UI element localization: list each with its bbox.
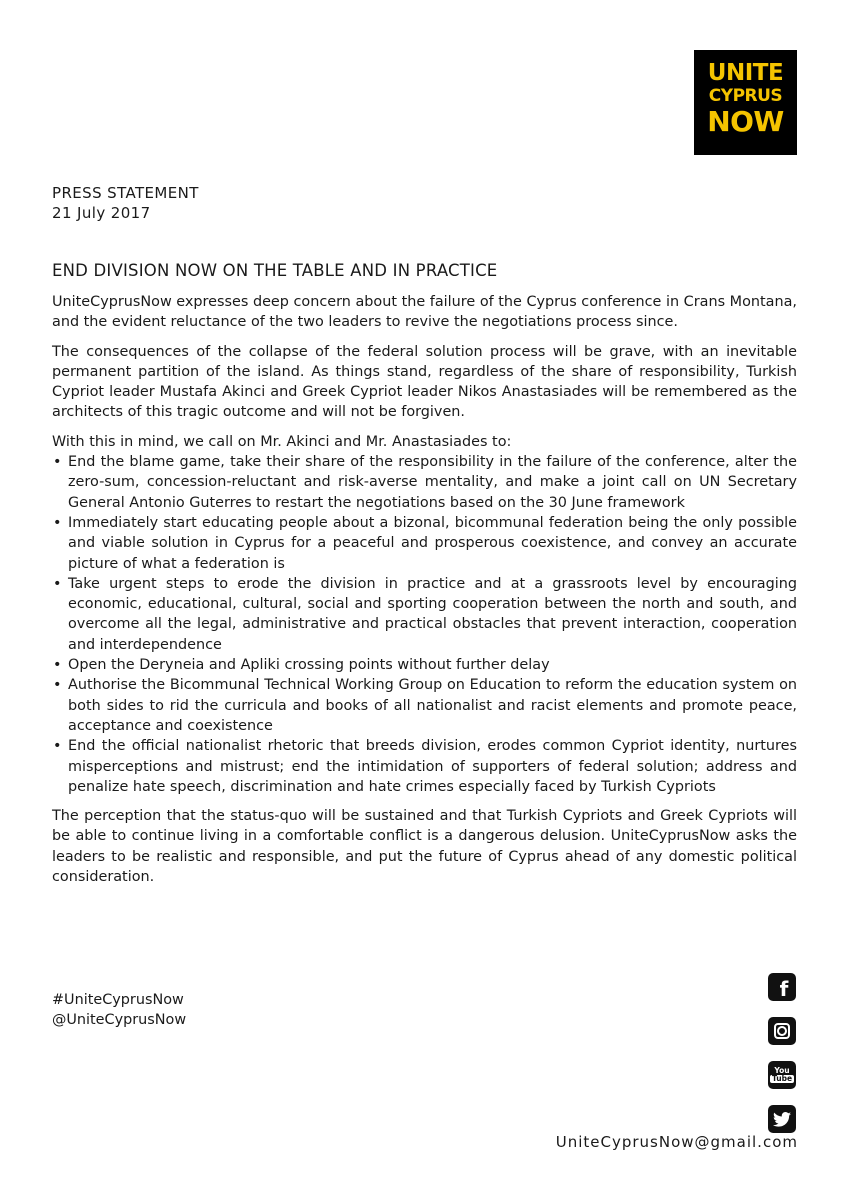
logo-line-now: NOW <box>707 105 784 138</box>
twitter-bird-icon <box>773 1112 791 1127</box>
list-item: • End the blame game, take their share of the responsibility in the failure of the conference, alter the zero-sum, concession-reluctant and risk-averse mentality, and make a joint call on UN Secretary General Antonio Guterres to restart the negotiations based on the 30 June framework <box>52 452 797 513</box>
list-item: • Authorise the Bicommunal Technical Working Group on Education to reform the education system on both sides to rid the curricula and books of all nationalist and racist elements and promote peace, acceptance and coexistence <box>52 675 797 736</box>
list-item: • Open the Deryneia and Apliki crossing points without further delay <box>52 655 797 675</box>
paragraph-consequences: The consequences of the collapse of the federal solution process will be grave, with an inevitable permanent partition of the island. As things stand, regardless of the share of responsibility, Turkish Cypriot leader Mustafa Akinci and Greek Cypriot leader Nikos Anastasiades will be remembered as the architects of this tragic outcome and will not be forgiven. <box>52 343 797 421</box>
contact-email[interactable]: UniteCyprusNow@gmail.com <box>555 1133 798 1151</box>
twitter-handle[interactable]: @UniteCyprusNow <box>52 1012 187 1028</box>
call-intro: With this in mind, we call on Mr. Akinci and Mr. Anastasiades to: <box>52 433 512 450</box>
social-tags <box>52 990 186 1030</box>
list-item: • Take urgent steps to erode the division in practice and at a grassroots level by encouraging economic, educational, cultural, social and sporting cooperation between the north and south, and overcome all the legal, administrative and practical obstacles that prevent interaction, cooperation and interdependence <box>52 574 797 655</box>
statement-headline: END DIVISION NOW ON THE TABLE AND IN PRACTICE <box>52 261 498 280</box>
demands-list <box>52 452 797 797</box>
twitter-icon[interactable] <box>768 1105 796 1133</box>
youtube-icon[interactable] <box>768 1061 796 1089</box>
facebook-icon[interactable]: f <box>768 973 796 1001</box>
paragraph-concern: UniteCyprusNow expresses deep concern about the failure of the Cyprus conference in Crans Montana, and the evident reluctance of the two leaders to revive the negotiations process since. <box>52 294 797 331</box>
press-statement-label: PRESS STATEMENT <box>52 184 199 202</box>
statement-date: 21 July 2017 <box>52 204 151 222</box>
social-icons <box>768 973 796 1149</box>
list-item: • End the official nationalist rhetoric that breeds division, erodes common Cypriot identity, nurtures misperceptions and mistrust; end the intimidation of supporters of federal solution; address and penalize hate speech, discrimination and hate crimes especially faced by Turkish Cypriots <box>52 736 797 797</box>
statement-body <box>52 260 797 896</box>
hashtag[interactable]: #UniteCyprusNow <box>52 992 184 1008</box>
logo-line-unite: UNITE <box>707 60 784 86</box>
paragraph-closing: The perception that the status-quo will be sustained and that Turkish Cypriots and Greek Cypriots will be able to continue living in a comfortable conflict is a dangerous delusion. UniteCyprusNow asks the leaders to be realistic and responsible, and put the future of Cyprus ahead of any domestic political consideration. <box>52 808 797 886</box>
list-item: • Immediately start educating people about a bizonal, bicommunal federation being the only possible and viable solution in Cyprus for a peaceful and prosperous coexistence, and convey an accurate picture of what a federation is <box>52 513 797 574</box>
logo-line-cyprus: CYPRUS <box>708 86 783 106</box>
youtube-icon-bottom: Tube <box>771 1074 793 1083</box>
statement-header <box>52 183 199 223</box>
youtube-icon-top: You <box>774 1066 790 1075</box>
instagram-icon[interactable] <box>768 1017 796 1045</box>
unite-cyprus-now-logo <box>694 50 797 155</box>
